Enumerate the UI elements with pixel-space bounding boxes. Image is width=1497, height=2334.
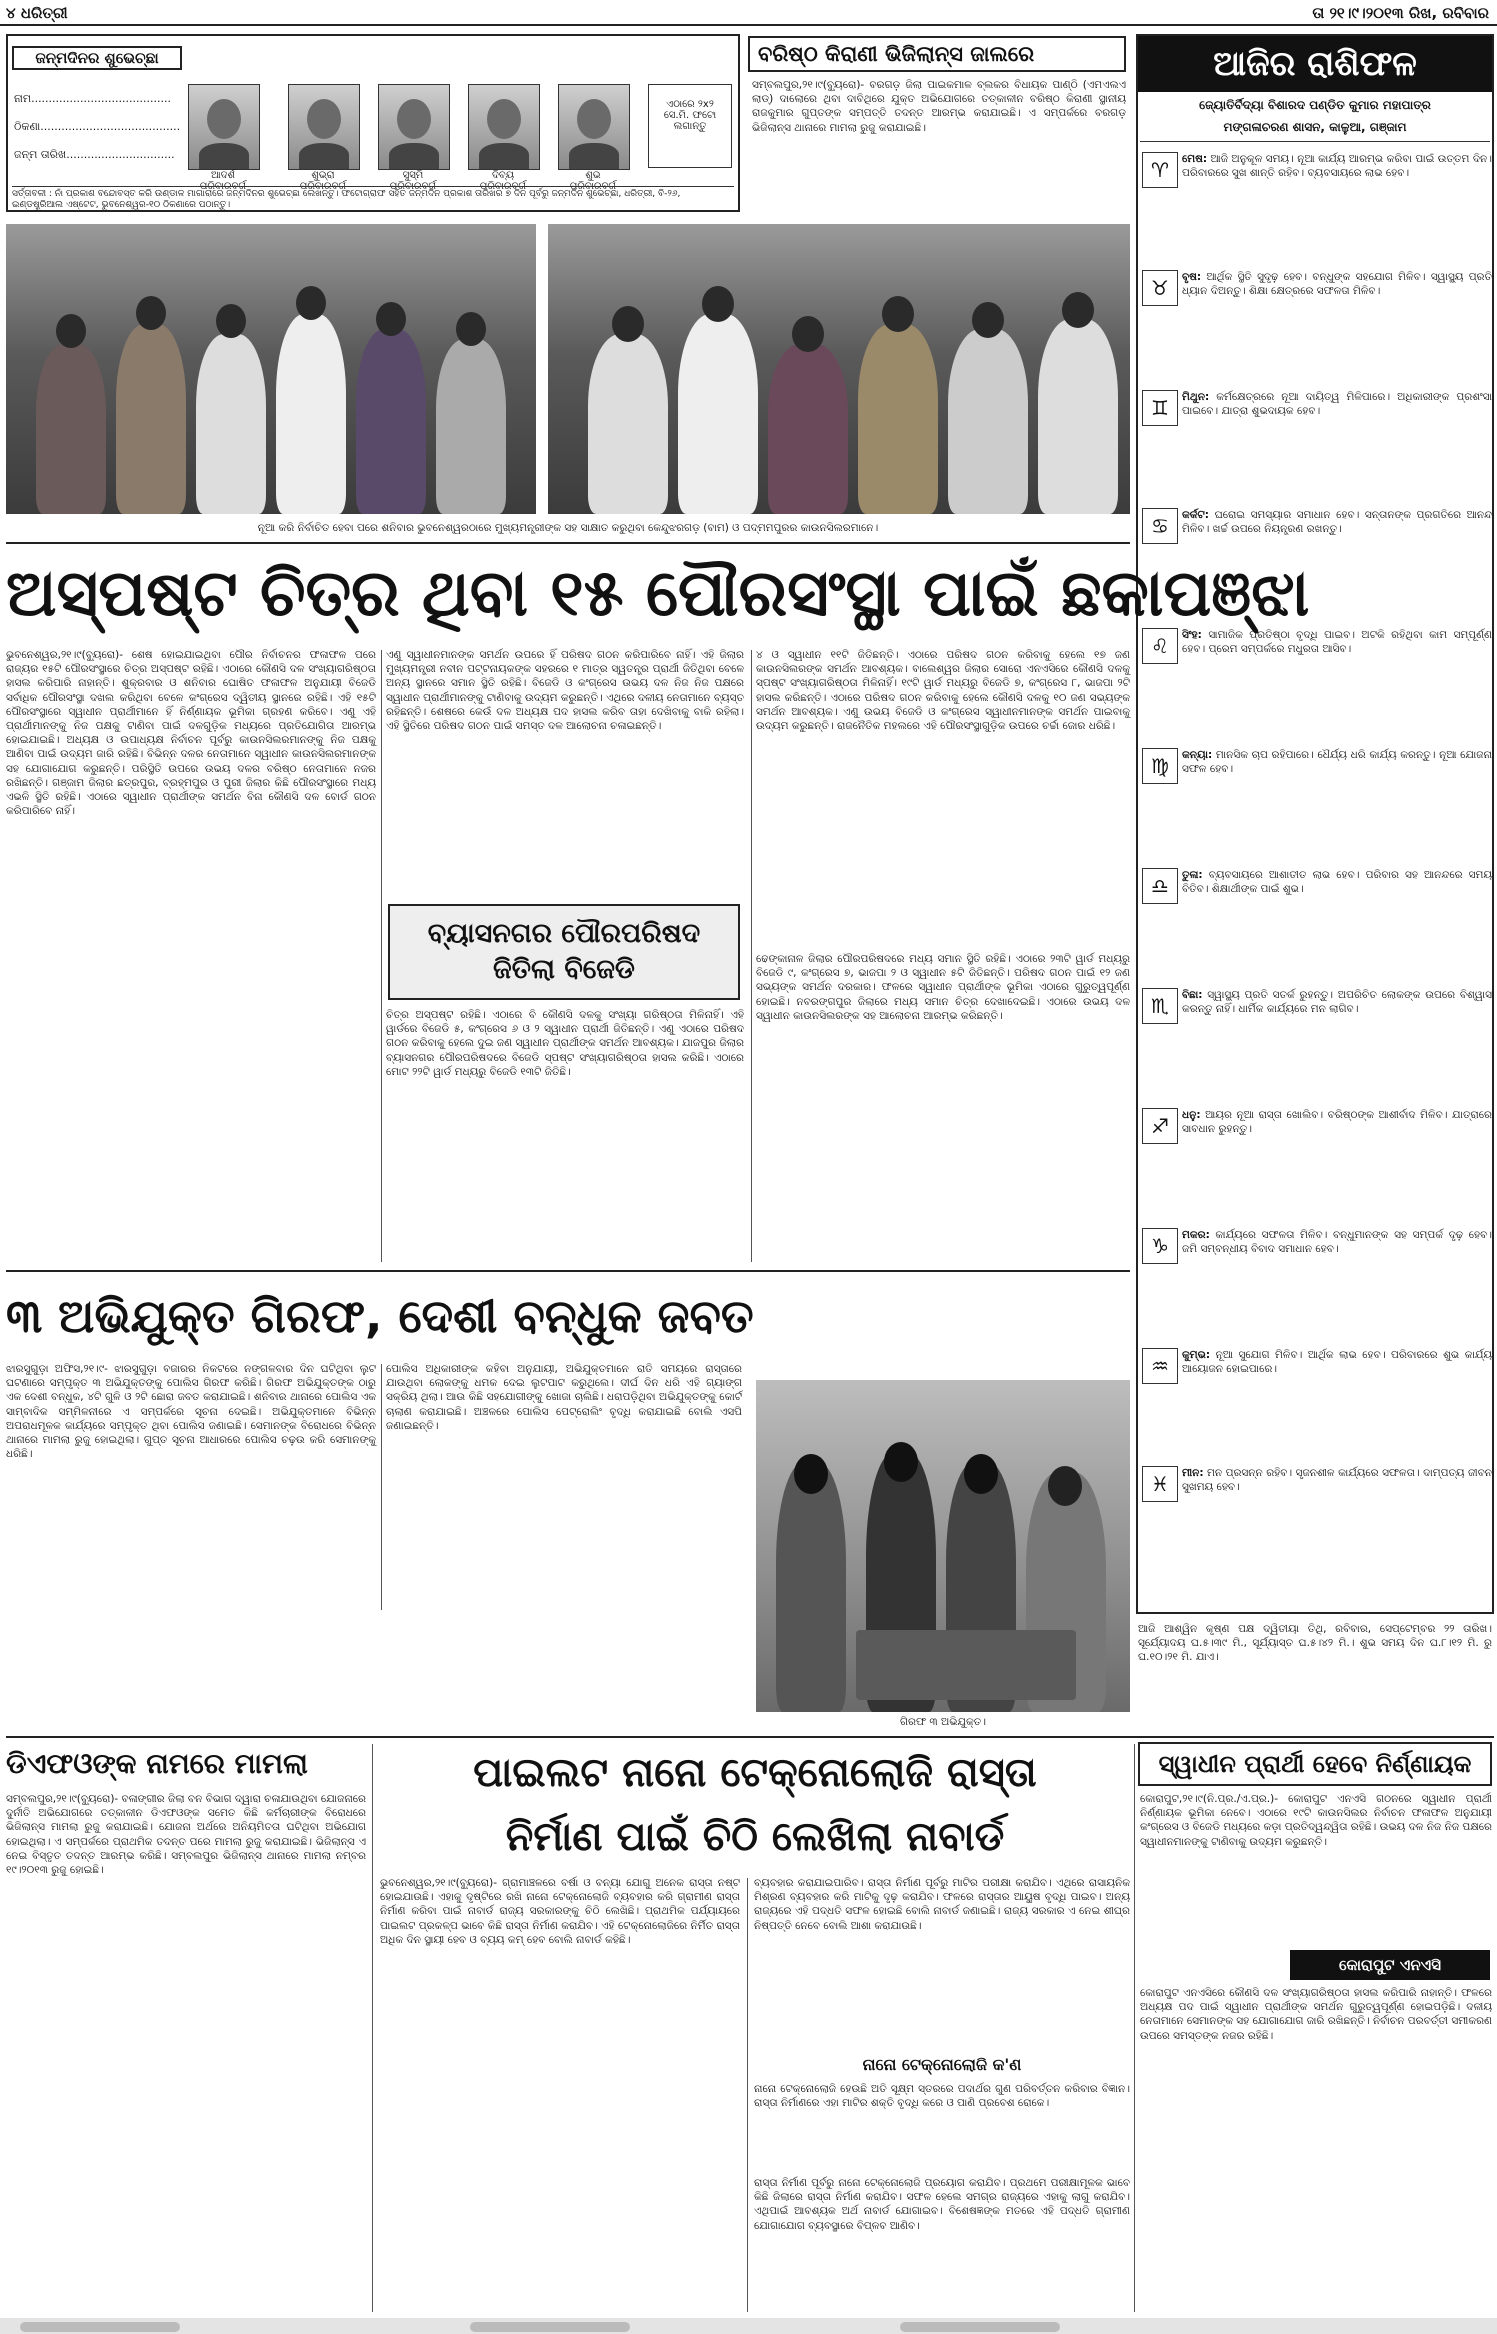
kid-name: ଶୁଭ ପରିବାରବର୍ଗ bbox=[569, 170, 617, 192]
arrest-col1: ଝାରସୁଗୁଡ଼ା ଅଫିସ,୨୧।୯- ଝାରସୁଗୁଡ଼ା ବଜାରର ନିକଟରେ ନଙ୍ଗଳବାର ଦିନ ଘଟିଥିବା ଲୁଟ ଘଟଣାରେ ସମ୍ପୃକ୍ତ ୩ ଅଭିଯୁକ୍ତଙ୍କୁ ପୋଲିସ ଗିରଫ କରିଛି। ଗିରଫ ଅଭିଯୁକ୍ତଙ୍କ ଠାରୁ ଏକ ଦେଶୀ ବନ୍ଧୁକ, ୪ଟି ଗୁଳି ଓ ୨ଟି ଛୋରା ଜବତ କରାଯାଇଛି। ଶନିବାର ଥାନାରେ ପୋଲିସ ଏକ ସାମ୍ବାଦିକ ସମ୍ମିଳନୀରେ ଏ ସମ୍ପର୍କରେ ସୂଚନା ଦେଇଛି। ଅଭିଯୁକ୍ତମାନେ ବିଭିନ୍ନ ଅପରାଧମୂଳକ କାର୍ଯ୍ୟରେ ସମ୍ପୃକ୍ତ ଥିବା ପୋଲିସ ଜଣାଇଛି। ସେମାନଙ୍କ ବିରୋଧରେ ବିଭିନ୍ନ ଥାନାରେ ମାମଲା ରୁଜୁ ହୋଇଥିଲା। ଗୁପ୍ତ ସୂଚନା ଆଧାରରେ ପୋଲିସ ଚଢ଼ଉ କରି ସେମାନଙ୍କୁ ଧରିଛି। bbox=[6, 1363, 376, 1461]
divider bbox=[6, 1736, 1494, 1738]
independent-body2: କୋରାପୁଟ ଏନଏସିରେ କୌଣସି ଦଳ ସଂଖ୍ୟାଗରିଷ୍ଠତା ହାସଲ କରିପାରି ନାହାନ୍ତି। ଫଳରେ ଅଧ୍ୟକ୍ଷ ପଦ ପାଇଁ ସ୍ୱାଧୀନ ପ୍ରାର୍ଥୀଙ୍କ ସମର୍ଥନ ଗୁରୁତ୍ୱପୂର୍ଣ୍ଣ ହୋଇପଡ଼ିଛି। ଦଳୀୟ ନେତାମାନେ ସେମାନଙ୍କ ସହ ଯୋଗାଯୋଗ ଜାରି ରଖିଛନ୍ତି। ନିର୍ବାଚନ ପରବର୍ତ୍ତୀ ସମୀକରଣ ଉପରେ ସମସ୍ତଙ୍କ ନଜର ରହିଛି। bbox=[1140, 1987, 1492, 2042]
taurus-icon: ♉ bbox=[1142, 270, 1178, 306]
nabard-col2b: ନାନୋ ଟେକ୍ନୋଲୋଜି ହେଉଛି ଅତି ସୂକ୍ଷ୍ମ ସ୍ତରରେ ପଦାର୍ଥର ଗୁଣ ପରିବର୍ତ୍ତନ କରିବାର ବିଜ୍ଞାନ। ରାସ୍ତା ନିର୍ମାଣରେ ଏହା ମାଟିର ଶକ୍ତି ବୃଦ୍ଧି କରେ ଓ ପାଣି ପ୍ରବେଶ ରୋକେ। bbox=[754, 2083, 1130, 2110]
vigilance-headline: ବରିଷ୍ଠ କିରାଣୀ ଭିଜିଲାନ୍ସ ଜାଲରେ bbox=[748, 36, 1126, 72]
kid-name: ଶୁଭ୍ରା ପରିବାରବର୍ଗ bbox=[299, 170, 347, 192]
gemini-icon: ♊ bbox=[1142, 390, 1178, 426]
nabard-subhead: ନାନୋ ଟେକ୍ନୋଲୋଜି କ'ଣ bbox=[862, 2055, 1022, 2074]
photo-size-note: ଏଠାରେ ୨x୨ ସେ.ମି. ଫଟୋ ଲଗାନ୍ତୁ bbox=[648, 84, 732, 168]
nabard-col2: ବ୍ୟବହାର କରାଯାଇପାରିବ। ରାସ୍ତା ନିର୍ମାଣ ପୂର୍ବରୁ ମାଟିର ପରୀକ୍ଷା କରାଯିବ। ଏଥିରେ ରାସାୟନିକ ମିଶ୍ରଣ ବ୍ୟବହାର କରି ମାଟିକୁ ଦୃଢ଼ କରାଯିବ। ଫଳରେ ରାସ୍ତାର ଆୟୁଷ ବୃଦ୍ଧି ପାଇବ। ଅନ୍ୟ ରାଜ୍ୟରେ ଏହି ପଦ୍ଧତି ସଫଳ ହୋଇଛି ବୋଲି ନାବାର୍ଡ ଜଣାଇଛି। ରାଜ୍ୟ ସରକାର ଏ ନେଇ ଶୀଘ୍ର ନିଷ୍ପତ୍ତି ନେବେ ବୋଲି ଆଶା କରାଯାଉଛି। bbox=[754, 1877, 1130, 1932]
viewer-scrollbar-track[interactable] bbox=[0, 2318, 1497, 2334]
column-divider bbox=[372, 1744, 373, 2312]
page-header bbox=[0, 0, 1497, 26]
kid-photo bbox=[288, 84, 360, 170]
kid-name: ଆଦର୍ଶ ପରିବାରବର୍ଗ bbox=[199, 170, 247, 192]
aries-icon: ♈ bbox=[1142, 152, 1178, 188]
scorpio-icon: ♏ bbox=[1142, 988, 1178, 1024]
arrest-col2: ପୋଲିସ ଅଧିକାରୀଙ୍କ କହିବା ଅନୁଯାୟୀ, ଅଭିଯୁକ୍ତମାନେ ରାତି ସମୟରେ ରାସ୍ତାରେ ଯାଉଥିବା ଲୋକଙ୍କୁ ଧମକ ଦେଇ ଲୁଟପାଟ କରୁଥିଲେ। ଦୀର୍ଘ ଦିନ ଧରି ଏହି ଗ୍ୟାଙ୍ଗ ସକ୍ରିୟ ଥିଲା। ଆଉ କିଛି ସହଯୋଗୀଙ୍କୁ ଖୋଜା ଚାଲିଛି। ଧରାପଡ଼ିଥିବା ଅଭିଯୁକ୍ତଙ୍କୁ କୋର୍ଟ ଚାଲାଣ କରାଯାଇଛି। ଅଞ୍ଚଳରେ ପୋଲିସ ପେଟ୍ରୋଲିଂ ବୃଦ୍ଧି କରାଯାଇଛି ବୋଲି ଏସପି ଜଣାଇଛନ୍ତି। bbox=[386, 1363, 742, 1432]
kid-photo bbox=[378, 84, 450, 170]
kid-name: ଦିବ୍ୟ ପରିବାରବର୍ଗ bbox=[479, 170, 527, 192]
leo-icon: ♌ bbox=[1142, 628, 1178, 664]
pisces-icon: ♓ bbox=[1142, 1466, 1178, 1502]
main-story-col3: ୪ ଓ ସ୍ୱାଧୀନ ୧୧ଟି ଜିତିଛନ୍ତି। ଏଠାରେ ପରିଷଦ ଗଠନ କରିବାକୁ ହେଲେ ୧୭ ଜଣ କାଉନସିଲରଙ୍କ ସମର୍ଥନ ଆବଶ୍ୟକ। ବାଲେଶ୍ୱର ଜିଲାର ସୋରୋ ଏନଏସିରେ କୌଣସି ଦଳକୁ ସ୍ପଷ୍ଟ ସଂଖ୍ୟାଗରିଷ୍ଠତା ମିଳିନାହିଁ। ୧୯ଟି ୱାର୍ଡ ମଧ୍ୟରୁ ବିଜେଡି ୭, କଂଗ୍ରେସ ୮, ଭାଜପା ୨ଟି ହାସଲ କରିଛନ୍ତି। ଏଠାରେ ପରିଷଦ ଗଠନ କରିବାକୁ ହେଲେ କୌଣସି ଦଳକୁ ୧୦ ଜଣ ସଭ୍ୟଙ୍କ ସମର୍ଥନ ଆବଶ୍ୟକ। ଏଣୁ ଉଭୟ ବିଜେଡି ଓ କଂଗ୍ରେସ ସ୍ୱାଧୀନମାନଙ୍କ ସମର୍ଥନ ପାଇବାକୁ ଉଦ୍ୟମ କରୁଛନ୍ତି। ରାଜନୈତିକ ମହଲରେ ଏହି ପୌରସଂସ୍ଥାଗୁଡ଼ିକ ଉପରେ ଚର୍ଚ୍ଚା ଜୋର ଧରିଛି। bbox=[756, 649, 1130, 733]
byasanagar-subhead: ବ୍ୟାସନଗର ପୌରପରିଷଦ ଜିତିଲା ବିଜେଡି bbox=[388, 904, 740, 1000]
viewer-scroll-thumb-left[interactable] bbox=[20, 2322, 180, 2332]
column-divider bbox=[381, 650, 382, 1262]
main-story-col3b: ଢେଙ୍କାନାଳ ଜିଲାର ପୌରପରିଷଦରେ ମଧ୍ୟ ସମାନ ସ୍ଥିତି ରହିଛି। ଏଠାରେ ୨୩ଟି ୱାର୍ଡ ମଧ୍ୟରୁ ବିଜେଡି ୯, କଂଗ୍ରେସ ୭, ଭାଜପା ୨ ଓ ସ୍ୱାଧୀନ ୫ଟି ଜିତିଛନ୍ତି। ପରିଷଦ ଗଠନ ପାଇଁ ୧୨ ଜଣ ସଭ୍ୟଙ୍କ ସମର୍ଥନ ଦରକାର। ଫଳରେ ସ୍ୱାଧୀନ ପ୍ରାର୍ଥୀଙ୍କ ଭୂମିକା ଏଠାରେ ଗୁରୁତ୍ୱପୂର୍ଣ୍ଣ ହୋଇଛି। ନବରଙ୍ଗପୁର ଜିଲାରେ ମଧ୍ୟ ସମାନ ଚିତ୍ର ଦେଖାଦେଇଛି। ଏଠାରେ ଉଭୟ ଦଳ ସ୍ୱାଧୀନ କାଉନସିଲରଙ୍କ ସହ ଆଲୋଚନା ଆରମ୍ଭ କରିଛନ୍ତି। bbox=[756, 953, 1130, 1022]
rashifal-place: ମଙ୍ଗଳାଚରଣ ଶାସନ, କାଳୁଆ, ଗଞ୍ଜାମ bbox=[1140, 120, 1490, 142]
main-story-col1: ଭୁବନେଶ୍ୱର,୨୧।୯(ବ୍ୟୁରୋ)- ଶେଷ ହୋଇଯାଇଥିବା ପୌର ନିର୍ବାଚନର ଫଳାଫଳ ପରେ ରାଜ୍ୟର ୧୫ଟି ପୌରସଂସ୍ଥାରେ ଚିତ୍ର ଅସ୍ପଷ୍ଟ ରହିଛି। ଏଠାରେ କୌଣସି ଦଳ ସଂଖ୍ୟାଗରିଷ୍ଠତା ହାସଲ କରିପାରି ନାହାନ୍ତି। ଶୁକ୍ରବାର ଓ ଶନିବାର ଘୋଷିତ ଫଳାଫଳ ଅନୁଯାୟୀ ବିଜେଡି ସର୍ବାଧିକ ପୌରସଂସ୍ଥା ଦଖଲ କରିଥିବା ବେଳେ କଂଗ୍ରେସ ଦ୍ୱିତୀୟ ସ୍ଥାନରେ ରହିଛି। ଏହି ୧୫ଟି ପୌରସଂସ୍ଥାରେ ସ୍ୱାଧୀନ ପ୍ରାର୍ଥୀମାନେ ହିଁ ନିର୍ଣ୍ଣାୟକ ଭୂମିକା ଗ୍ରହଣ କରିବେ। ଏଣୁ ଏହି ପ୍ରାର୍ଥୀମାନଙ୍କୁ ନିଜ ପକ୍ଷକୁ ଟାଣିବା ପାଇଁ ଦଳଗୁଡ଼ିକ ମଧ୍ୟରେ ପ୍ରତିଯୋଗିତା ଆରମ୍ଭ ହୋଇଯାଇଛି। ଅଧ୍ୟକ୍ଷ ଓ ଉପାଧ୍ୟକ୍ଷ ନିର୍ବାଚନ ପୂର୍ବରୁ କାଉନସିଲରମାନଙ୍କୁ ନିଜ ପକ୍ଷକୁ ଆଣିବା ପାଇଁ ଉଦ୍ୟମ ଜାରି ରହିଛି। ବିଭିନ୍ନ ଦଳର ନେତାମାନେ ସ୍ୱାଧୀନ କାଉନସିଲରମାନଙ୍କ ସହ ଯୋଗାଯୋଗ କରୁଛନ୍ତି। ପରିସ୍ଥିତି ଉପରେ ଉଭୟ ଦଳର ବରିଷ୍ଠ ନେତାମାନେ ନଜର ରଖିଛନ୍ତି। ଗଞ୍ଜାମ ଜିଲାର ଛତ୍ରପୁର, ବ୍ରହ୍ମପୁର ଓ ପୁରୀ ଜିଲାର କିଛି ପୌରସଂସ୍ଥାରେ ମଧ୍ୟ ଏଭଳି ସ୍ଥିତି ରହିଛି। ଏଠାରେ ସ୍ୱାଧୀନ ପ୍ରାର୍ଥୀଙ୍କ ସମର୍ଥନ ବିନା କୌଣସି ଦଳ ବୋର୍ଡ ଗଠନ କରିପାରିବେ ନାହିଁ। bbox=[6, 649, 376, 818]
cancer-icon: ♋ bbox=[1142, 508, 1178, 544]
column-divider bbox=[747, 1878, 748, 2312]
rashifal-author: ଜ୍ୟୋତିର୍ବିଦ୍ୟା ବିଶାରଦ ପଣ୍ଡିତ କୁମାର ମହାପାତ୍ର bbox=[1199, 98, 1431, 112]
panjika-text: ଆଜି ଆଶ୍ୱିନ କୃଷ୍ଣ ପକ୍ଷ ଦ୍ୱିତୀୟା ତିଥି, ରବିବାର, ସେପ୍ଟେମ୍ବର ୨୨ ତାରିଖ। ସୂର୍ଯ୍ୟୋଦୟ ଘ.୫।୩୯ ମି., ସୂର୍ଯ୍ୟାସ୍ତ ଘ.୫।୪୨ ମି.। ଶୁଭ ସମୟ ଦିନ ଘ.୮।୧୨ ମି. ରୁ ଘ.୧୦।୨୧ ମି. ଯାଏ। bbox=[1138, 1623, 1492, 1664]
main-story-col2: ଏଣୁ ସ୍ୱାଧୀନମାନଙ୍କ ସମର୍ଥନ ଉପରେ ହିଁ ପରିଷଦ ଗଠନ କରିପାରିବେ ନାହିଁ। ଏହି ଜିଲାର ମୁଖ୍ୟମନ୍ତ୍ରୀ ନବୀନ ପଟ୍ଟନାୟକଙ୍କ ସହରରେ ୧ ମାତ୍ର ସ୍ୱତନ୍ତ୍ର ପ୍ରାର୍ଥୀ ଜିତିଥିବା ବେଳେ ଅନ୍ୟ ସ୍ଥାନରେ ସମାନ ସ୍ଥିତି ରହିଛି। ବିଜେଡି ଓ କଂଗ୍ରେସ ଉଭୟ ଦଳ ନିଜ ନିଜ ପକ୍ଷରେ ସ୍ୱାଧୀନ ପ୍ରାର୍ଥୀମାନଙ୍କୁ ଟାଣିବାକୁ ଉଦ୍ୟମ କରୁଛନ୍ତି। ଏଥିରେ ଦଳୀୟ ନେତାମାନେ ବ୍ୟସ୍ତ ରହିଛନ୍ତି। ଶେଷରେ କେଉଁ ଦଳ ଅଧ୍ୟକ୍ଷ ପଦ ହାସଲ କରିବ ତାହା ଦେଖିବାକୁ ବାକି ରହିଲା। ଏହି ସ୍ଥିତିରେ ପରିଷଦ ଗଠନ ପାଇଁ ସମସ୍ତ ଦଳ ଆଲୋଚନା ଚଳାଇଛନ୍ତି। bbox=[386, 649, 744, 733]
viewer-scroll-thumb-mid[interactable] bbox=[470, 2322, 630, 2332]
koraput-tag: କୋରାପୁଟ ଏନଏସି bbox=[1290, 1950, 1490, 1980]
nabard-headline-2: ନିର୍ମାଣ ପାଇଁ ଚିଠି ଲେଖିଲା ନାବାର୍ଡ bbox=[505, 1814, 1005, 1860]
birthday-form-name: ନାମ........................................ bbox=[14, 92, 171, 105]
dfo-headline: ଡିଏଫଓଙ୍କ ନାମରେ ମାମଲା bbox=[6, 1747, 308, 1780]
capricorn-icon: ♑ bbox=[1142, 1228, 1178, 1264]
column-divider bbox=[381, 1364, 382, 1610]
column-divider bbox=[1134, 1744, 1135, 2312]
libra-icon: ♎ bbox=[1142, 868, 1178, 904]
kid-name: ସୁସ୍ମି ପରିବାରବର୍ଗ bbox=[389, 170, 437, 192]
rashifal-title: ଆଜିର ରାଶିଫଳ bbox=[1138, 36, 1492, 92]
nabard-col3: ରାସ୍ତା ନିର୍ମାଣ ପୂର୍ବରୁ ନାନୋ ଟେକ୍ନୋଲୋଜି ପ୍ରୟୋଗ କରାଯିବ। ପ୍ରଥମେ ପରୀକ୍ଷାମୂଳକ ଭାବେ କିଛି ଜିଲାରେ ରାସ୍ତା ନିର୍ମାଣ କରାଯିବ। ସଫଳ ହେଲେ ସମଗ୍ର ରାଜ୍ୟରେ ଏହାକୁ ଲାଗୁ କରାଯିବ। ଏଥିପାଇଁ ଆବଶ୍ୟକ ଅର୍ଥ ନାବାର୍ଡ ଯୋଗାଇବ। ବିଶେଷଜ୍ଞଙ୍କ ମତରେ ଏହି ପଦ୍ଧତି ଗ୍ରାମୀଣ ଯୋଗାଯୋଗ ବ୍ୟବସ୍ଥାରେ ବିପ୍ଳବ ଆଣିବ। bbox=[754, 2177, 1130, 2232]
nabard-col1: ଭୁବନେଶ୍ୱର,୨୧।୯(ବ୍ୟୁରୋ)- ଗ୍ରାମାଞ୍ଚଳରେ ବର୍ଷା ଓ ବନ୍ୟା ଯୋଗୁ ଅନେକ ରାସ୍ତା ନଷ୍ଟ ହୋଇଯାଉଛି। ଏହାକୁ ଦୃଷ୍ଟିରେ ରଖି ନାନୋ ଟେକ୍ନୋଲୋଜି ବ୍ୟବହାର କରି ଗ୍ରାମୀଣ ରାସ୍ତା ନିର୍ମାଣ କରିବା ପାଇଁ ନାବାର୍ଡ ରାଜ୍ୟ ସରକାରଙ୍କୁ ଚିଠି ଲେଖିଛି। ପ୍ରାଥମିକ ପର୍ଯ୍ୟାୟରେ ପାଇଲଟ ପ୍ରକଳ୍ପ ଭାବେ କିଛି ରାସ୍ତା ନିର୍ମାଣ କରାଯିବ। ଏହି ଟେକ୍ନୋଲୋଜିରେ ନିର୍ମିତ ରାସ୍ତା ଅଧିକ ଦିନ ସ୍ଥାୟୀ ହେବ ଓ ବ୍ୟୟ କମ୍ ହେବ ବୋଲି ନାବାର୍ଡ କହିଛି। bbox=[380, 1877, 740, 1946]
dfo-body: ସମ୍ବଲପୁର,୨୧।୯(ବ୍ୟୁରୋ)- ବଳାଙ୍ଗୀର ଜିଲା ବନ ବିଭାଗ ଦ୍ୱାରା ଚଳାଯାଉଥିବା ଯୋଜନାରେ ଦୁର୍ନୀତି ଅଭିଯୋଗରେ ତତ୍କାଳୀନ ଡିଏଫଓଙ୍କ ସମେତ କିଛି କର୍ମଚାରୀଙ୍କ ବିରୋଧରେ ଭିଜିଲାନ୍ସ ମାମଲା ରୁଜୁ କରାଯାଇଛି। ଯୋଜନା ଅର୍ଥରେ ଅନିୟମିତତା ଘଟିଥିବା ଅଭିଯୋଗ ହୋଇଥିଲା। ଏ ସମ୍ପର୍କରେ ପ୍ରାଥମିକ ତଦନ୍ତ ପରେ ମାମଲା ରୁଜୁ କରାଯାଇଛି। ଭିଜିଲାନ୍ସ ଏ ନେଇ ବିସ୍ତୃତ ତଦନ୍ତ ଆରମ୍ଭ କରିଛି। ସମ୍ବଲପୁର ଭିଜିଲାନ୍ସ ଥାନାରେ ମାମଲା ନମ୍ବର ୧୯।୨୦୧୩ ରୁଜୁ ହୋଇଛି। bbox=[6, 1793, 366, 1877]
birthday-title: ଜନ୍ମଦିନର ଶୁଭେଚ୍ଛା bbox=[12, 46, 182, 70]
virgo-icon: ♍ bbox=[1142, 748, 1178, 784]
photo-caption: ନୂଆ କରି ନିର୍ବାଚିତ ହେବା ପରେ ଶନିବାର ଭୁବନେଶ୍ୱରଠାରେ ମୁଖ୍ୟମନ୍ତ୍ରୀଙ୍କ ସହ ସାକ୍ଷାତ କରୁଥିବା କେନ୍ଦୁଝରଗଡ଼ (ବାମ) ଓ ପଦ୍ମମପୁରର କାଉନସିଲରମାନେ। bbox=[257, 522, 879, 534]
sagittarius-icon: ♐ bbox=[1142, 1108, 1178, 1144]
nabard-headline-1: ପାଇଲଟ ନାନୋ ଟେକ୍ନୋଲୋଜି ରାସ୍ତା bbox=[473, 1750, 1037, 1796]
kid-photo bbox=[468, 84, 540, 170]
divider bbox=[6, 542, 1130, 544]
kid-photo bbox=[558, 84, 630, 170]
arrest-photo bbox=[756, 1380, 1130, 1712]
arrest-photo-caption: ଗିରଫ ୩ ଅଭିଯୁକ୍ତ। bbox=[899, 1716, 987, 1728]
main-headline: ଅସ୍ପଷ୍ଟ ଚିତ୍ର ଥିବା ୧୫ ପୌରସଂସ୍ଥା ପାଇଁ ଛକାପଞ୍ଝା bbox=[6, 557, 1310, 631]
photo-councillors-right bbox=[548, 224, 1130, 514]
date-line: ତା ୨୧।୯।୨୦୧୩ ରିଖ, ରବିବାର bbox=[1312, 4, 1489, 22]
birthday-box bbox=[6, 34, 740, 212]
photo-councillors-left bbox=[6, 224, 536, 514]
aquarius-icon: ♒ bbox=[1142, 1348, 1178, 1384]
page-number: ୪ ଧରିତ୍ରୀ bbox=[6, 4, 68, 22]
arrest-headline: ୩ ଅଭିଯୁକ୍ତ ଗିରଫ, ଦେଶୀ ବନ୍ଧୁକ ଜବତ bbox=[6, 1289, 754, 1343]
viewer-scroll-thumb-right[interactable] bbox=[900, 2322, 1060, 2332]
independent-headline: ସ୍ୱାଧୀନ ପ୍ରାର୍ଥୀ ହେବେ ନିର୍ଣ୍ଣାୟକ bbox=[1138, 1742, 1492, 1786]
main-story-col2b: ଚିତ୍ର ଅସ୍ପଷ୍ଟ ରହିଛି। ଏଠାରେ ବି କୌଣସି ଦଳକୁ ସଂଖ୍ୟା ଗରିଷ୍ଠତା ମିଳିନାହିଁ। ଏହି ୱାର୍ଡରେ ବିଜେଡି ୫, କଂଗ୍ରେସ ୬ ଓ ୨ ସ୍ୱାଧୀନ ପ୍ରାର୍ଥୀ ଜିତିଛନ୍ତି। ଏଣୁ ଏଠାରେ ପରିଷଦ ଗଠନ କରିବାକୁ ହେଲେ ଦୁଇ ଜଣ ସ୍ୱାଧୀନ ପ୍ରାର୍ଥୀଙ୍କ ସମର୍ଥନ ଆବଶ୍ୟକ। ଯାଜପୁର ଜିଲାର ବ୍ୟାସନଗର ପୌରପରିଷଦରେ ବିଜେଡି ସ୍ପଷ୍ଟ ସଂଖ୍ୟାଗରିଷ୍ଠତା ହାସଲ କରିଛି। ଏଠାରେ ମୋଟ ୨୨ଟି ୱାର୍ଡ ମଧ୍ୟରୁ ବିଜେଡି ୧୩ଟି ଜିତିଛି। bbox=[386, 1009, 744, 1078]
divider bbox=[6, 1270, 1130, 1272]
column-divider bbox=[751, 650, 752, 1262]
kid-photo bbox=[188, 84, 260, 170]
birthday-footnote: ସର୍ତ୍ତାବଳୀ : ନାଁ ପ୍ରକାଶ ବନ୍ଦୋବସ୍ତ କରି ଉଣ୍ଡାଳ ମାଗାରାରେ ଜନ୍ମଦିନର ଶୁଭେଚ୍ଛା ଲେଖନ୍ତୁ। ଫଟୋଗ୍ରାଫ ସହିତ ଜନ୍ମଦିନ ପ୍ରକାଶ ତାରିଖର ୭ ଦିନ ପୂର୍ବରୁ ଜନ୍ମଦିନ ଶୁଭେଚ୍ଛା, ଧରିତ୍ରୀ, ବି-୨୬, ଇଣ୍ଡଷ୍ଟ୍ରିଆଲ ଏଷ୍ଟେଟ, ଭୁବନେଶ୍ୱର-୧୦ ଠିକଣାରେ ପଠାନ୍ତୁ। bbox=[12, 186, 734, 211]
vigilance-body: ସମ୍ବଲପୁର,୨୧।୯(ବ୍ୟୁରୋ)- ବରଗଡ଼ ଜିଲା ପାଇକମାଳ ବ୍ଲକର ବିଧାୟକ ପାଣ୍ଠି (ଏମଏଲଏ ଲାଡ୍) ଦାଲୋରେ ଥିବା ଦାବିଥିରେ ଯୁକ୍ତ ଅଭିଯୋଗରେ ତତ୍କାଳୀନ ବରିଷ୍ଠ କିରାଣୀ ସ୍ଥାନୀୟ ରାଜକୁମାର ଗୁପ୍ତଙ୍କ ସମ୍ପତ୍ତି ତଦନ୍ତ ଆରମ୍ଭ କରାଯାଇଛି। ଏ ସମ୍ପର୍କରେ ବରଗଡ଼ ଭିଜିଲାନ୍ସ ଥାନାରେ ମାମଲା ରୁଜୁ କରାଯାଇଛି। bbox=[752, 79, 1126, 134]
independent-body: କୋରାପୁଟ,୨୧।୯(ନି.ପ୍ର./ଏ.ପ୍ର.)- କୋରାପୁଟ ଏନଏସି ଗଠନରେ ସ୍ୱାଧୀନ ପ୍ରାର୍ଥୀ ନିର୍ଣ୍ଣାୟକ ଭୂମିକା ନେବେ। ଏଠାରେ ୧୯ଟି କାଉନସିଲର ନିର୍ବାଚନ ଫଳାଫଳ ଅନୁଯାୟୀ କଂଗ୍ରେସ ଓ ବିଜେଡି ମଧ୍ୟରେ କଡ଼ା ପ୍ରତିଦ୍ୱନ୍ଦ୍ୱିତା ରହିଛି। ଉଭୟ ଦଳ ନିଜ ନିଜ ପକ୍ଷରେ ସ୍ୱାଧୀନମାନଙ୍କୁ ଟାଣିବାକୁ ଉଦ୍ୟମ କରୁଛନ୍ତି। bbox=[1140, 1793, 1492, 1848]
birthday-form-address: ଠିକଣା........................................ bbox=[14, 120, 181, 133]
birthday-form-dob: ଜନ୍ମ ତାରିଖ............................... bbox=[14, 148, 175, 161]
